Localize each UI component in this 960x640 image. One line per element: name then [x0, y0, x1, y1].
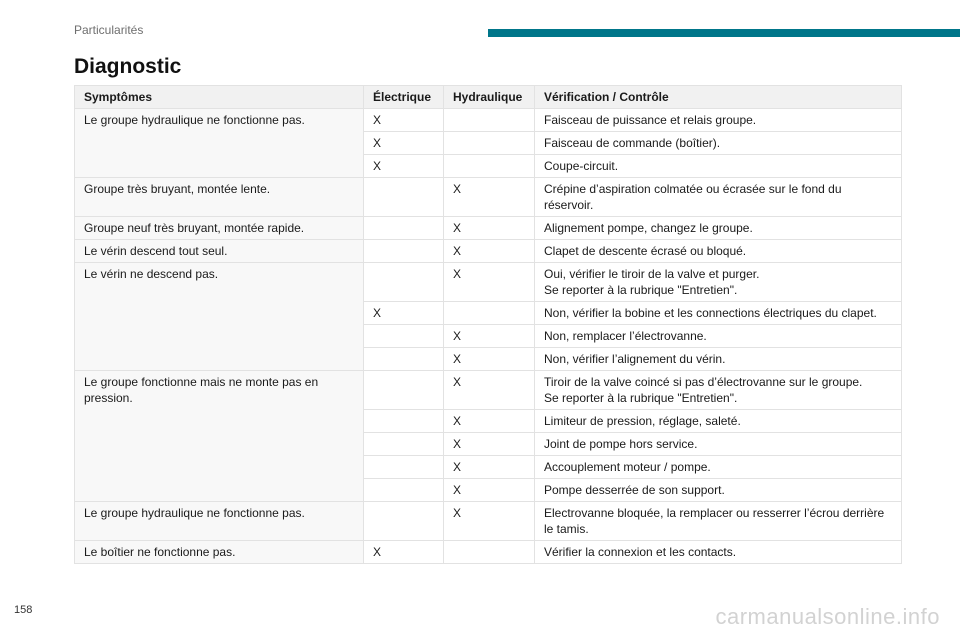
- check-cell: Electrovanne bloquée, la remplacer ou resserrer l’écrou derrière le tamis.: [535, 502, 902, 541]
- electrical-mark-cell: X: [364, 132, 444, 155]
- table-row: [75, 541, 902, 564]
- electrical-mark-cell: [364, 178, 444, 217]
- hydraulic-mark-cell: [444, 132, 535, 155]
- symptom-cell: Groupe très bruyant, montée lente.: [75, 178, 364, 217]
- hydraulic-mark-cell: X: [444, 325, 535, 348]
- electrical-mark-cell: [364, 410, 444, 433]
- header-accent-bar: [488, 29, 960, 37]
- check-cell: Crépine d’aspiration colmatée ou écrasée sur le fond du réservoir.: [535, 178, 902, 217]
- hydraulic-mark-cell: X: [444, 348, 535, 371]
- electrical-mark-cell: X: [364, 541, 444, 564]
- symptom-cell: Le groupe hydraulique ne fonctionne pas.: [75, 502, 364, 541]
- electrical-mark-cell: [364, 325, 444, 348]
- header-check: Vérification / Contrôle: [535, 86, 902, 109]
- symptom-cell: Le boîtier ne fonctionne pas.: [75, 541, 364, 564]
- electrical-mark-cell: [364, 263, 444, 302]
- electrical-mark-cell: [364, 240, 444, 263]
- check-cell: Faisceau de commande (boîtier).: [535, 132, 902, 155]
- check-cell: Clapet de descente écrasé ou bloqué.: [535, 240, 902, 263]
- table-row: [75, 109, 902, 132]
- hydraulic-mark-cell: [444, 155, 535, 178]
- hydraulic-mark-cell: [444, 541, 535, 564]
- check-cell: Non, vérifier la bobine et les connections électriques du clapet.: [535, 302, 902, 325]
- hydraulic-mark-cell: [444, 302, 535, 325]
- hydraulic-mark-cell: X: [444, 371, 535, 410]
- hydraulic-mark-cell: X: [444, 410, 535, 433]
- header-hydraulic: Hydraulique: [444, 86, 535, 109]
- symptom-cell: Le vérin descend tout seul.: [75, 240, 364, 263]
- hydraulic-mark-cell: X: [444, 178, 535, 217]
- symptom-cell: Le vérin ne descend pas.: [75, 263, 364, 371]
- electrical-mark-cell: [364, 479, 444, 502]
- header-electrical: Électrique: [364, 86, 444, 109]
- check-cell: Non, remplacer l’électrovanne.: [535, 325, 902, 348]
- electrical-mark-cell: [364, 348, 444, 371]
- header-symptoms: Symptômes: [75, 86, 364, 109]
- electrical-mark-cell: [364, 433, 444, 456]
- hydraulic-mark-cell: X: [444, 502, 535, 541]
- symptom-cell: Le groupe hydraulique ne fonctionne pas.: [75, 109, 364, 178]
- table-row: [75, 263, 902, 302]
- hydraulic-mark-cell: X: [444, 217, 535, 240]
- watermark-text: carmanualsonline.info: [715, 604, 940, 629]
- electrical-mark-cell: [364, 217, 444, 240]
- hydraulic-mark-cell: [444, 109, 535, 132]
- diagnostic-table: [74, 85, 902, 564]
- hydraulic-mark-cell: X: [444, 456, 535, 479]
- table-row: [75, 240, 902, 263]
- table-row: [75, 217, 902, 240]
- page-number: 158: [14, 604, 33, 616]
- hydraulic-mark-cell: X: [444, 479, 535, 502]
- table-header-row: [75, 86, 902, 109]
- check-cell: Pompe desserrée de son support.: [535, 479, 902, 502]
- hydraulic-mark-cell: X: [444, 433, 535, 456]
- check-cell: Vérifier la connexion et les contacts.: [535, 541, 902, 564]
- check-cell: Alignement pompe, changez le groupe.: [535, 217, 902, 240]
- check-cell: Tiroir de la valve coincé si pas d’électrovanne sur le groupe. Se reporter à la rubrique "Entretien".: [535, 371, 902, 410]
- section-label: Particularités: [74, 23, 144, 37]
- electrical-mark-cell: [364, 456, 444, 479]
- symptom-cell: Le groupe fonctionne mais ne monte pas en pression.: [75, 371, 364, 502]
- electrical-mark-cell: X: [364, 109, 444, 132]
- check-cell: Non, vérifier l’alignement du vérin.: [535, 348, 902, 371]
- table-row: [75, 502, 902, 541]
- check-cell: Coupe-circuit.: [535, 155, 902, 178]
- check-cell: Oui, vérifier le tiroir de la valve et purger. Se reporter à la rubrique "Entretien".: [535, 263, 902, 302]
- check-cell: Faisceau de puissance et relais groupe.: [535, 109, 902, 132]
- check-cell: Limiteur de pression, réglage, saleté.: [535, 410, 902, 433]
- electrical-mark-cell: [364, 371, 444, 410]
- check-cell: Joint de pompe hors service.: [535, 433, 902, 456]
- table-row: [75, 371, 902, 410]
- check-cell: Accouplement moteur / pompe.: [535, 456, 902, 479]
- table-body: [75, 109, 902, 564]
- electrical-mark-cell: [364, 502, 444, 541]
- electrical-mark-cell: X: [364, 302, 444, 325]
- page-title: Diagnostic: [74, 55, 182, 78]
- hydraulic-mark-cell: X: [444, 240, 535, 263]
- symptom-cell: Groupe neuf très bruyant, montée rapide.: [75, 217, 364, 240]
- electrical-mark-cell: X: [364, 155, 444, 178]
- table-row: [75, 178, 902, 217]
- hydraulic-mark-cell: X: [444, 263, 535, 302]
